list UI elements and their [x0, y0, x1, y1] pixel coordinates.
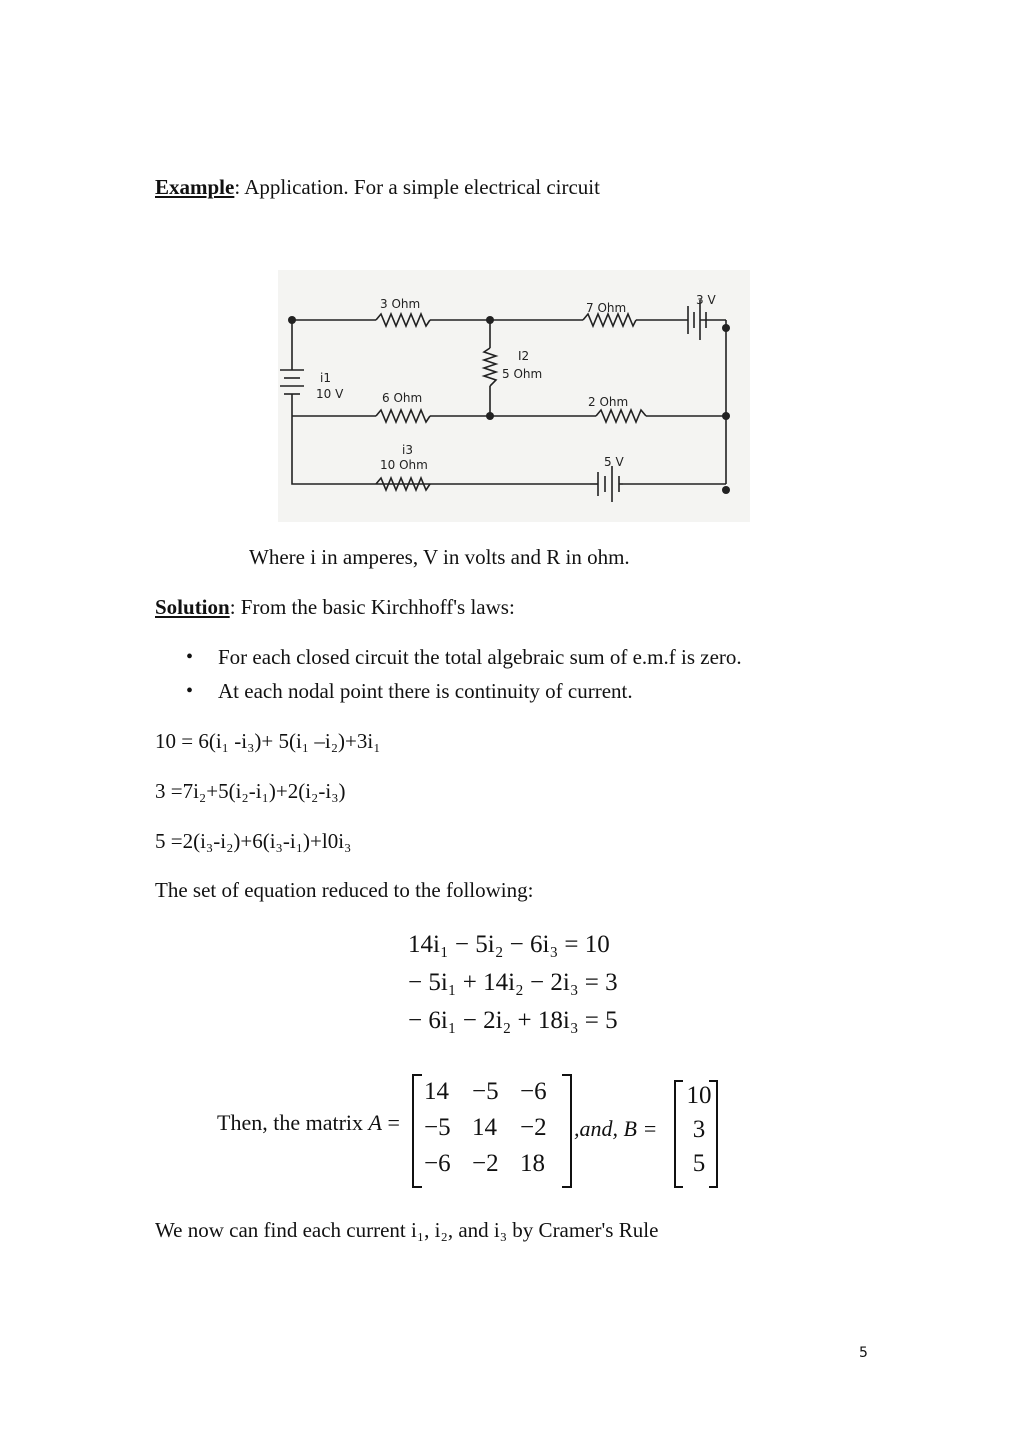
solution-label: Solution — [155, 595, 230, 619]
matrix-a-cell: −6 — [424, 1150, 451, 1177]
reduced-equation-3: − 6i₁ − 2i₂ + 18i₃ = 5 — [408, 1007, 618, 1034]
label-3ohm: 3 Ohm — [380, 297, 421, 311]
matrix-a — [412, 1074, 572, 1186]
kirchhoff-laws-list — [186, 644, 742, 712]
example-text: : Application. For a simple electrical circuit — [234, 175, 600, 199]
label-i3: i3 — [402, 443, 413, 457]
matrix-a-row — [424, 1114, 564, 1150]
matrix-a-cell: −6 — [520, 1078, 547, 1105]
example-line — [155, 174, 600, 200]
label-5ohm: 5 Ohm — [502, 367, 543, 381]
label-6ohm: 6 Ohm — [382, 391, 423, 405]
label-5v: 5 V — [604, 455, 624, 469]
page-number: 5 — [859, 1345, 868, 1361]
list-item: • For each closed circuit the total algebraic sum of e.m.f is zero. — [186, 644, 742, 678]
matrix-b-cell: 3 — [692, 1116, 706, 1143]
matrix-b-cell: 10 — [686, 1082, 712, 1109]
matrix-a-cell: −5 — [472, 1078, 499, 1105]
reduced-intro: The set of equation reduced to the following: — [155, 878, 534, 902]
matrix-connector: ,and, B = — [574, 1116, 658, 1141]
units-note: Where i in amperes, V in volts and R in ohm. — [249, 545, 630, 569]
closing-text: We now can find each current i₁, i₂, and i₃ by Cramer's Rule — [155, 1218, 659, 1242]
equation-2: 3 =7i₂+5(i₂-i₁)+2(i₂-i₃) — [155, 779, 346, 803]
matrix-lead-text: Then, the matrix — [217, 1110, 369, 1135]
matrix-a-cell: 18 — [520, 1150, 545, 1177]
matrix-a-cell: 14 — [424, 1078, 449, 1105]
label-10v: 10 V — [316, 387, 344, 401]
matrix-a-rows — [424, 1078, 564, 1186]
equation-1: 10 = 6(i₁ -i₃)+ 5(i₁ –i₂)+3i₁ — [155, 729, 381, 753]
example-label: Example — [155, 175, 235, 199]
matrix-b-cell: 5 — [692, 1150, 706, 1177]
label-2ohm: 2 Ohm — [588, 395, 629, 409]
matrix-a-cell: −2 — [520, 1114, 547, 1141]
matrix-b-left-bracket — [674, 1080, 683, 1188]
matrix-a-row — [424, 1150, 564, 1186]
matrix-a-symbol: A — [368, 1110, 382, 1135]
solution-text: : From the basic Kirchhoff's laws: — [229, 595, 515, 619]
label-i1: i1 — [320, 371, 331, 385]
solution-line — [155, 594, 515, 620]
reduced-equation-1: 14i₁ − 5i₂ − 6i₃ = 10 — [408, 931, 610, 958]
label-10ohm: 10 Ohm — [380, 458, 428, 472]
matrix-a-left-bracket — [412, 1074, 422, 1188]
label-i2: I2 — [518, 349, 530, 363]
equation-3: 5 =2(i₃-i₂)+6(i₃-i₁)+l0i₃ — [155, 829, 352, 853]
label-7ohm: 7 Ohm — [586, 301, 627, 315]
reduced-system — [408, 926, 618, 1040]
circuit-diagram — [278, 270, 750, 522]
matrix-b-values — [684, 1082, 714, 1184]
label-3v: 3 V — [696, 293, 716, 307]
reduced-equation-2: − 5i₁ + 14i₂ − 2i₃ = 3 — [408, 969, 618, 996]
matrix-a-row — [424, 1078, 564, 1114]
matrix-a-cell: 14 — [472, 1114, 497, 1141]
matrix-a-cell: −5 — [424, 1114, 451, 1141]
matrix-lead — [217, 1110, 400, 1136]
matrix-b — [674, 1080, 718, 1186]
matrix-equals: = — [387, 1110, 400, 1135]
matrix-a-cell: −2 — [472, 1150, 499, 1177]
list-item: • At each nodal point there is continuity of current. — [186, 678, 742, 712]
